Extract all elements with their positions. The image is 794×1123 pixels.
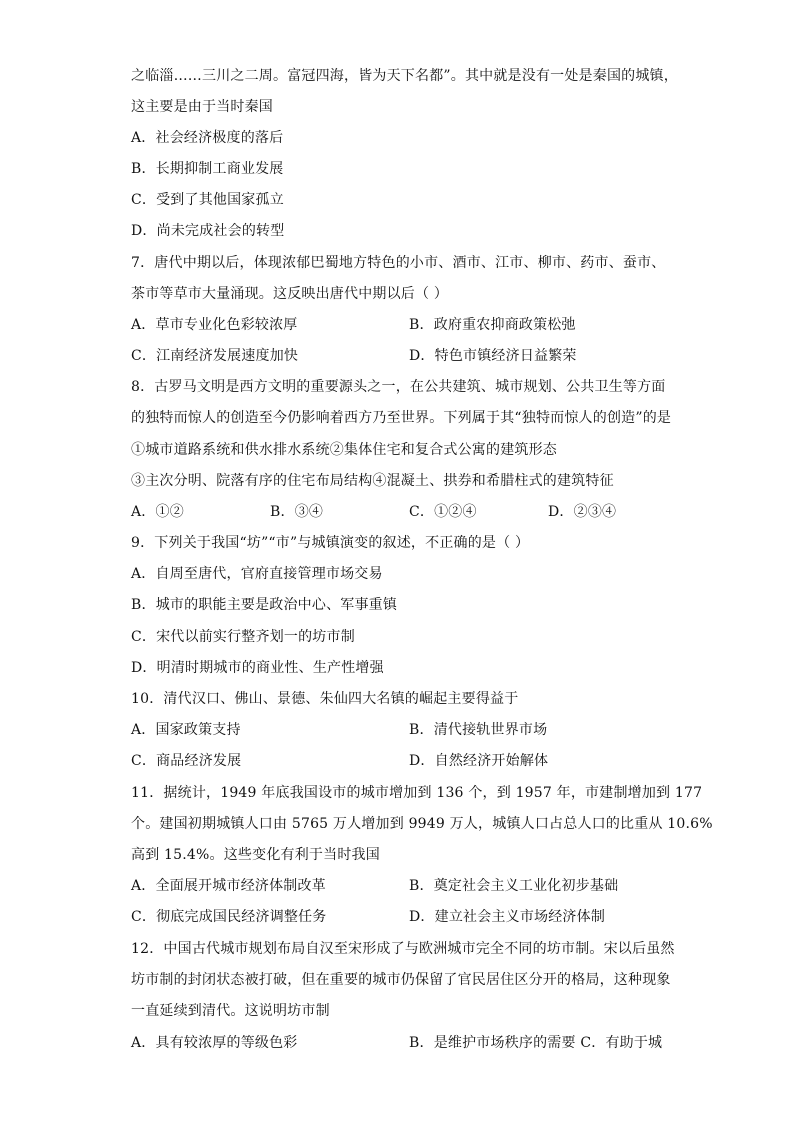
- q7-stem-line-2: 茶市等草市大量涌现。这反映出唐代中期以后（ ）: [131, 286, 449, 302]
- q8-option-a: A．①②: [131, 504, 184, 520]
- q10-option-d: D．自然经济开始解体: [409, 753, 549, 769]
- q7-stem-line-1: 7．唐代中期以后，体现浓郁巴蜀地方特色的小市、酒市、江市、柳市、药市、蚕市、: [131, 255, 666, 271]
- q7-option-b: B．政府重农抑商政策松弛: [409, 317, 576, 333]
- q9-option-b: B．城市的职能主要是政治中心、军事重镇: [131, 597, 398, 613]
- q12-stem-line-2: 坊市制的封闭状态被打破，但在重要的城市仍保留了官民居住区分开的格局，这种现象: [131, 972, 671, 988]
- q6-stem-line-2: 这主要是由于当时秦国: [131, 99, 273, 115]
- q8-option-b: B．③④: [270, 504, 324, 520]
- q6-stem-line-1: 之临淄……三川之二周。富冠四海，皆为天下名都”。其中就是没有一处是秦国的城镇，: [131, 68, 678, 84]
- q9-option-c: C．宋代以前实行整齐划一的坊市制: [131, 629, 355, 645]
- q7-option-a: A．草市专业化色彩较浓厚: [131, 317, 298, 333]
- q8-stem-line-1: 8．古罗马文明是西方文明的重要源头之一，在公共建筑、城市规划、公共卫生等方面: [131, 379, 666, 395]
- q11-stem-line-2: 个。建国初期城镇人口由 5765 万人增加到 9949 万人，城镇人口占总人口的比重从 10.6%: [131, 816, 713, 832]
- q9-option-d: D．明清时期城市的商业性、生产性增强: [131, 660, 384, 676]
- q11-option-b: B．奠定社会主义工业化初步基础: [409, 878, 619, 894]
- q10-option-c: C．商品经济发展: [131, 753, 242, 769]
- q6-option-c: C．受到了其他国家孤立: [131, 192, 284, 208]
- q7-option-c: C．江南经济发展速度加快: [131, 348, 299, 364]
- q6-option-d: D．尚未完成社会的转型: [131, 223, 285, 239]
- q10-option-a: A．国家政策支持: [131, 722, 241, 738]
- q11-stem-line-1: 11．据统计，1949 年底我国设市的城市增加到 136 个，到 1957 年，市建制增加到 177: [131, 785, 703, 801]
- q10-stem: 10．清代汉口、佛山、景德、朱仙四大名镇的崛起主要得益于: [131, 691, 519, 707]
- q8-item-line-1: ①城市道路系统和供水排水系统②集体住宅和复合式公寓的建筑形态: [131, 442, 557, 458]
- q8-option-c: C．①②④: [409, 504, 477, 520]
- q12-stem-line-3: 一直延续到清代。这说明坊市制: [131, 1003, 330, 1019]
- q9-stem: 9．下列关于我国“坊”“市”与城镇演变的叙述，不正确的是（ ）: [131, 535, 530, 551]
- q7-option-d: D．特色市镇经济日益繁荣: [409, 348, 577, 364]
- q10-option-b: B．清代接轨世界市场: [409, 722, 548, 738]
- q11-option-a: A．全面展开城市经济体制改革: [131, 878, 326, 894]
- q8-item-line-2: ③主次分明、院落有序的住宅布局结构④混凝土、拱券和希腊柱式的建筑特征: [131, 473, 614, 489]
- q11-stem-line-3: 高到 15.4%。这些变化有利于当时我国: [131, 847, 380, 863]
- q9-option-a: A．自周至唐代，官府直接管理市场交易: [131, 566, 383, 582]
- q6-option-b: B．长期抑制工商业发展: [131, 161, 284, 177]
- q6-option-a: A．社会经济极度的落后: [131, 130, 284, 146]
- q12-stem-line-1: 12．中国古代城市规划布局自汉至宋形成了与欧洲城市完全不同的坊市制。宋以后虽然: [131, 941, 675, 957]
- q11-option-c: C．彻底完成国民经济调整任务: [131, 909, 327, 925]
- q12-option-a: A．具有较浓厚的等级色彩: [131, 1035, 298, 1051]
- q8-option-d: D．②③④: [548, 504, 617, 520]
- q11-option-d: D．建立社会主义市场经济体制: [409, 909, 606, 925]
- q8-stem-line-2: 的独特而惊人的创造至今仍影响着西方乃至世界。下列属于其“独特而惊人的创造”的是: [131, 410, 672, 426]
- q12-option-b-c: B．是维护市场秩序的需要 C．有助于城: [409, 1035, 663, 1051]
